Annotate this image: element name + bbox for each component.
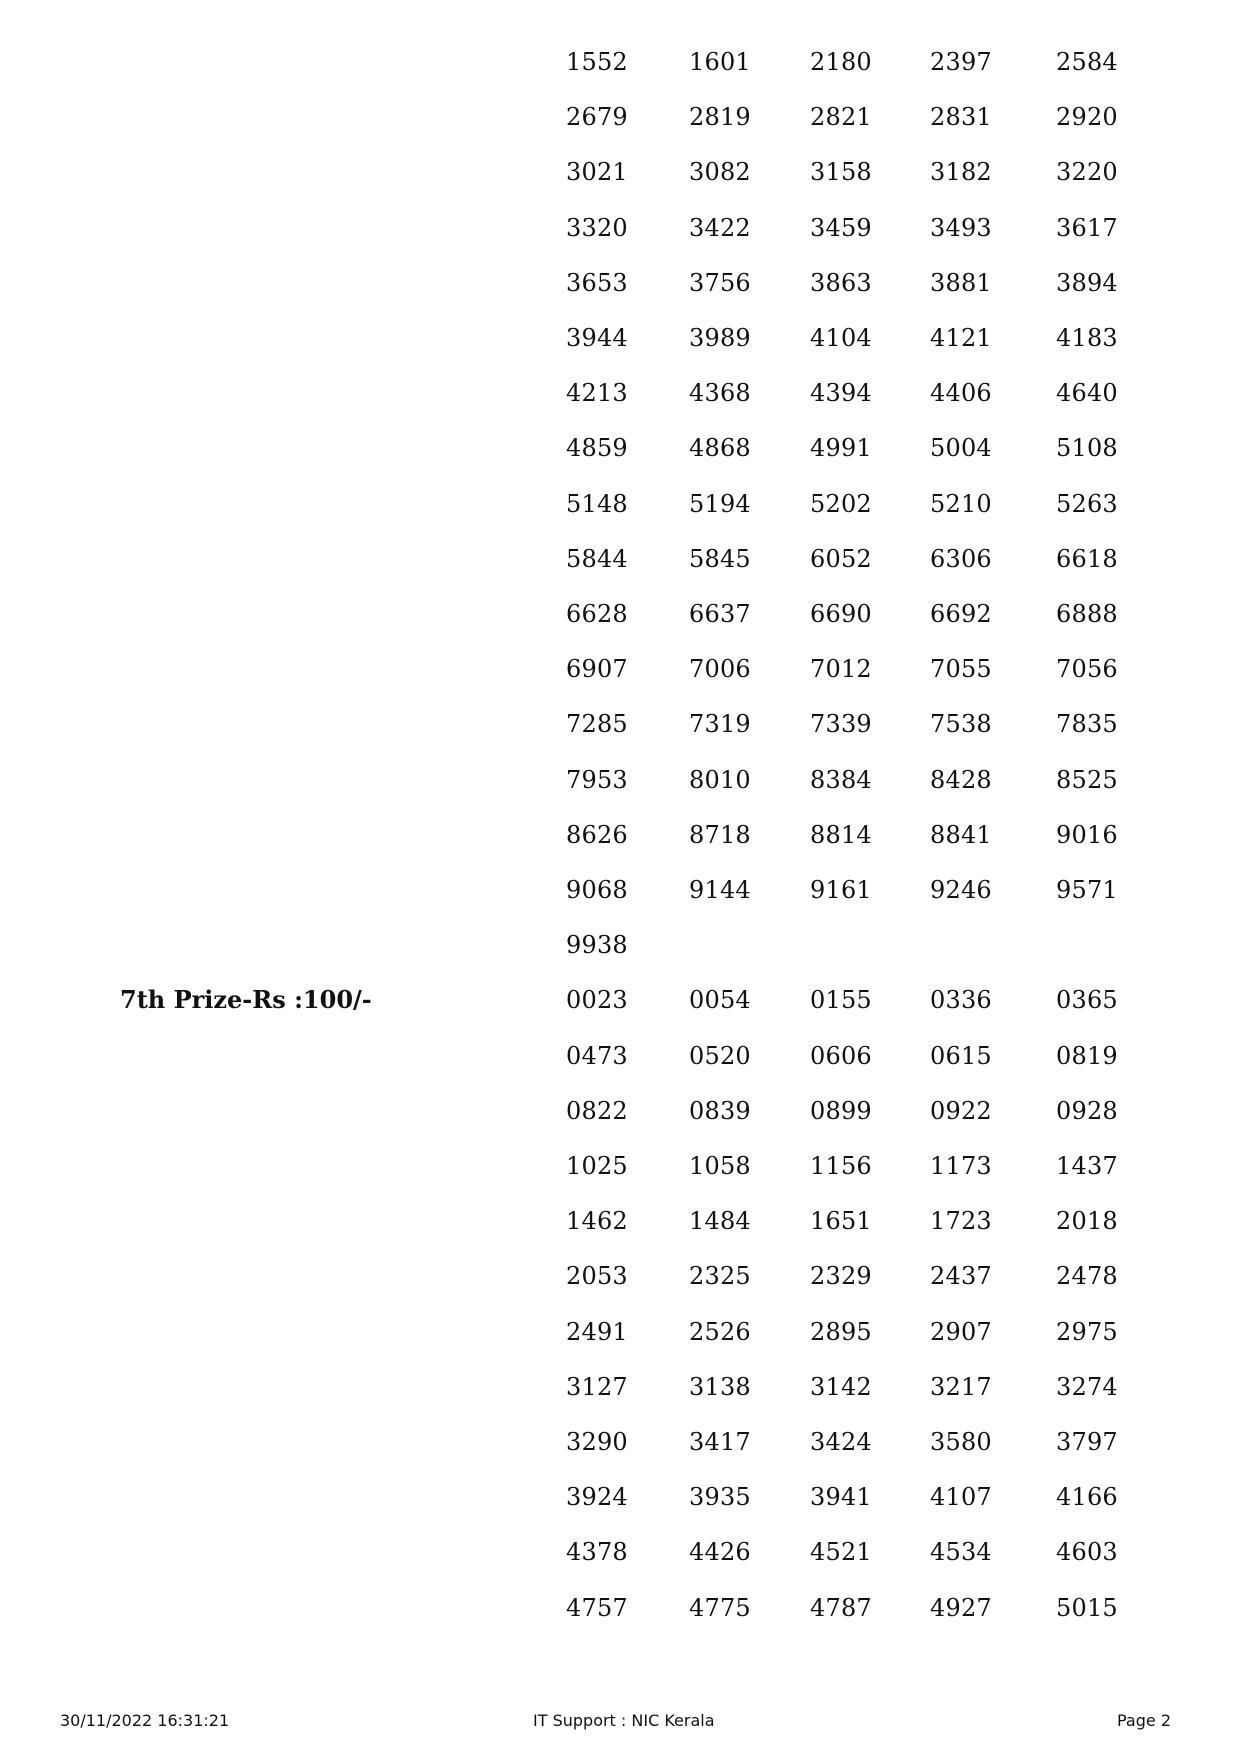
ticket-number: 2895	[810, 1317, 872, 1346]
ticket-number: 0615	[930, 1041, 992, 1070]
ticket-number: 2180	[810, 48, 872, 76]
ticket-number: 5194	[689, 489, 751, 518]
number-row	[0, 484, 1241, 524]
ticket-number: 0819	[1056, 1041, 1118, 1070]
ticket-number: 0365	[1056, 986, 1118, 1015]
ticket-number: 1723	[930, 1207, 992, 1236]
number-row	[0, 539, 1241, 579]
ticket-number: 4378	[566, 1538, 628, 1567]
ticket-number: 3217	[930, 1372, 992, 1401]
ticket-number: 3989	[689, 324, 751, 352]
ticket-number: 6637	[689, 600, 751, 628]
ticket-number: 8384	[810, 765, 872, 794]
ticket-number: 7835	[1056, 710, 1118, 739]
ticket-number: 7006	[689, 655, 751, 684]
ticket-number: 2526	[689, 1317, 751, 1346]
ticket-number: 8010	[689, 765, 751, 794]
number-row	[0, 97, 1241, 137]
ticket-number: 3274	[1056, 1372, 1118, 1401]
ticket-number: 2018	[1056, 1207, 1118, 1236]
number-row	[0, 815, 1241, 855]
ticket-number: 9144	[689, 876, 751, 904]
ticket-number: 1552	[566, 48, 628, 76]
ticket-number: 6907	[566, 655, 628, 684]
ticket-number: 3617	[1056, 213, 1118, 242]
ticket-number: 5015	[1056, 1593, 1118, 1622]
number-row	[0, 925, 1241, 965]
ticket-number: 0023	[566, 986, 628, 1015]
ticket-number: 3142	[810, 1372, 872, 1401]
ticket-number: 2437	[930, 1262, 992, 1291]
ticket-number: 3138	[689, 1372, 751, 1401]
ticket-number: 5148	[566, 489, 628, 518]
ticket-number: 1484	[689, 1207, 751, 1236]
ticket-number: 3220	[1056, 158, 1118, 187]
ticket-number: 3459	[810, 213, 872, 242]
ticket-number: 0839	[689, 1096, 751, 1125]
ticket-number: 3021	[566, 158, 628, 187]
ticket-number: 4603	[1056, 1538, 1118, 1567]
ticket-number: 4757	[566, 1593, 628, 1622]
ticket-number: 1437	[1056, 1152, 1118, 1180]
ticket-number: 4927	[930, 1593, 992, 1622]
ticket-number: 6690	[810, 600, 872, 628]
ticket-number: 7339	[810, 710, 872, 739]
ticket-number: 4121	[930, 324, 992, 352]
ticket-number: 5202	[810, 489, 872, 518]
ticket-number: 0922	[930, 1096, 992, 1125]
ticket-number: 3653	[566, 268, 628, 297]
ticket-number: 5210	[930, 489, 992, 518]
ticket-number: 8841	[930, 820, 992, 849]
number-row	[0, 1422, 1241, 1462]
ticket-number: 3924	[566, 1483, 628, 1512]
ticket-number: 8428	[930, 765, 992, 794]
ticket-number: 4859	[566, 434, 628, 463]
number-row	[0, 594, 1241, 634]
ticket-number: 2907	[930, 1317, 992, 1346]
ticket-number: 4368	[689, 379, 751, 408]
ticket-number: 7012	[810, 655, 872, 684]
ticket-number: 4104	[810, 324, 872, 352]
number-row	[0, 42, 1241, 82]
ticket-number: 5844	[566, 544, 628, 573]
ticket-number: 4426	[689, 1538, 751, 1567]
ticket-number: 2053	[566, 1262, 628, 1291]
ticket-number: 4166	[1056, 1483, 1118, 1512]
ticket-number: 4868	[689, 434, 751, 463]
ticket-number: 3863	[810, 268, 872, 297]
ticket-number: 4213	[566, 379, 628, 408]
ticket-number: 7056	[1056, 655, 1118, 684]
ticket-number: 2975	[1056, 1317, 1118, 1346]
ticket-number: 0473	[566, 1041, 628, 1070]
ticket-number: 0155	[810, 986, 872, 1015]
ticket-number: 4640	[1056, 379, 1118, 408]
ticket-number: 1651	[810, 1207, 872, 1236]
ticket-number: 1025	[566, 1152, 628, 1180]
number-row	[0, 263, 1241, 303]
ticket-number: 4521	[810, 1538, 872, 1567]
number-row	[0, 1588, 1241, 1628]
ticket-number: 0822	[566, 1096, 628, 1125]
ticket-number: 9016	[1056, 820, 1118, 849]
ticket-number: 8626	[566, 820, 628, 849]
ticket-number: 4787	[810, 1593, 872, 1622]
number-row	[0, 760, 1241, 800]
number-row	[0, 1146, 1241, 1186]
ticket-number: 0899	[810, 1096, 872, 1125]
ticket-number: 9938	[566, 931, 628, 960]
number-row	[0, 1477, 1241, 1517]
ticket-number: 3941	[810, 1483, 872, 1512]
ticket-number: 3082	[689, 158, 751, 187]
ticket-number: 2679	[566, 103, 628, 132]
ticket-number: 2584	[1056, 48, 1118, 76]
ticket-number: 6618	[1056, 544, 1118, 573]
ticket-number: 3797	[1056, 1428, 1118, 1456]
prize-label: 7th Prize-Rs :100/-	[120, 985, 372, 1015]
ticket-number: 0520	[689, 1041, 751, 1070]
ticket-number: 9161	[810, 876, 872, 904]
ticket-number: 8718	[689, 820, 751, 849]
ticket-number: 3580	[930, 1428, 992, 1456]
footer-timestamp: 30/11/2022 16:31:21	[60, 1711, 230, 1730]
ticket-number: 2397	[930, 48, 992, 76]
ticket-number: 6692	[930, 600, 992, 628]
ticket-number: 2325	[689, 1262, 751, 1291]
ticket-number: 3944	[566, 324, 628, 352]
ticket-number: 8525	[1056, 765, 1118, 794]
number-row	[0, 1367, 1241, 1407]
ticket-number: 6888	[1056, 600, 1118, 628]
ticket-number: 2478	[1056, 1262, 1118, 1291]
ticket-number: 3935	[689, 1483, 751, 1512]
number-row	[0, 208, 1241, 248]
ticket-number: 1156	[810, 1152, 872, 1180]
ticket-number: 2329	[810, 1262, 872, 1291]
ticket-number: 4406	[930, 379, 992, 408]
ticket-number: 3894	[1056, 268, 1118, 297]
ticket-number: 3417	[689, 1428, 751, 1456]
number-row	[0, 1036, 1241, 1076]
ticket-number: 5845	[689, 544, 751, 573]
ticket-number: 7285	[566, 710, 628, 739]
footer-page-number: Page 2	[1117, 1711, 1171, 1730]
ticket-number: 2831	[930, 103, 992, 132]
ticket-number: 3290	[566, 1428, 628, 1456]
ticket-number: 2920	[1056, 103, 1118, 132]
ticket-number: 9571	[1056, 876, 1118, 904]
ticket-number: 6306	[930, 544, 992, 573]
ticket-number: 0606	[810, 1041, 872, 1070]
number-row	[0, 980, 1241, 1020]
ticket-number: 0054	[689, 986, 751, 1015]
ticket-number: 4107	[930, 1483, 992, 1512]
ticket-number: 3158	[810, 158, 872, 187]
ticket-number: 3422	[689, 213, 751, 242]
number-row	[0, 870, 1241, 910]
footer-support: IT Support : NIC Kerala	[533, 1711, 715, 1730]
number-row	[0, 649, 1241, 689]
ticket-number: 8814	[810, 820, 872, 849]
number-row	[0, 704, 1241, 744]
ticket-number: 6628	[566, 600, 628, 628]
ticket-number: 5263	[1056, 489, 1118, 518]
ticket-number: 4534	[930, 1538, 992, 1567]
ticket-number: 4775	[689, 1593, 751, 1622]
ticket-number: 3320	[566, 213, 628, 242]
number-row	[0, 373, 1241, 413]
ticket-number: 3127	[566, 1372, 628, 1401]
number-row	[0, 1201, 1241, 1241]
ticket-number: 5004	[930, 434, 992, 463]
ticket-number: 5108	[1056, 434, 1118, 463]
ticket-number: 9068	[566, 876, 628, 904]
number-row	[0, 428, 1241, 468]
ticket-number: 1173	[930, 1152, 992, 1180]
ticket-number: 7953	[566, 765, 628, 794]
ticket-number: 7538	[930, 710, 992, 739]
ticket-number: 6052	[810, 544, 872, 573]
ticket-number: 0928	[1056, 1096, 1118, 1125]
ticket-number: 3182	[930, 158, 992, 187]
ticket-number: 4991	[810, 434, 872, 463]
ticket-number: 4394	[810, 379, 872, 408]
ticket-number: 3424	[810, 1428, 872, 1456]
number-row	[0, 1312, 1241, 1352]
ticket-number: 3756	[689, 268, 751, 297]
number-row	[0, 1256, 1241, 1296]
number-row	[0, 1091, 1241, 1131]
ticket-number: 7055	[930, 655, 992, 684]
ticket-number: 0336	[930, 986, 992, 1015]
ticket-number: 4183	[1056, 324, 1118, 352]
ticket-number: 2819	[689, 103, 751, 132]
ticket-number: 9246	[930, 876, 992, 904]
ticket-number: 1462	[566, 1207, 628, 1236]
ticket-number: 2491	[566, 1317, 628, 1346]
number-row	[0, 318, 1241, 358]
ticket-number: 1601	[689, 48, 751, 76]
number-row	[0, 152, 1241, 192]
ticket-number: 7319	[689, 710, 751, 739]
ticket-number: 1058	[689, 1152, 751, 1180]
ticket-number: 2821	[810, 103, 872, 132]
ticket-number: 3493	[930, 213, 992, 242]
ticket-number: 3881	[930, 268, 992, 297]
number-row	[0, 1532, 1241, 1572]
